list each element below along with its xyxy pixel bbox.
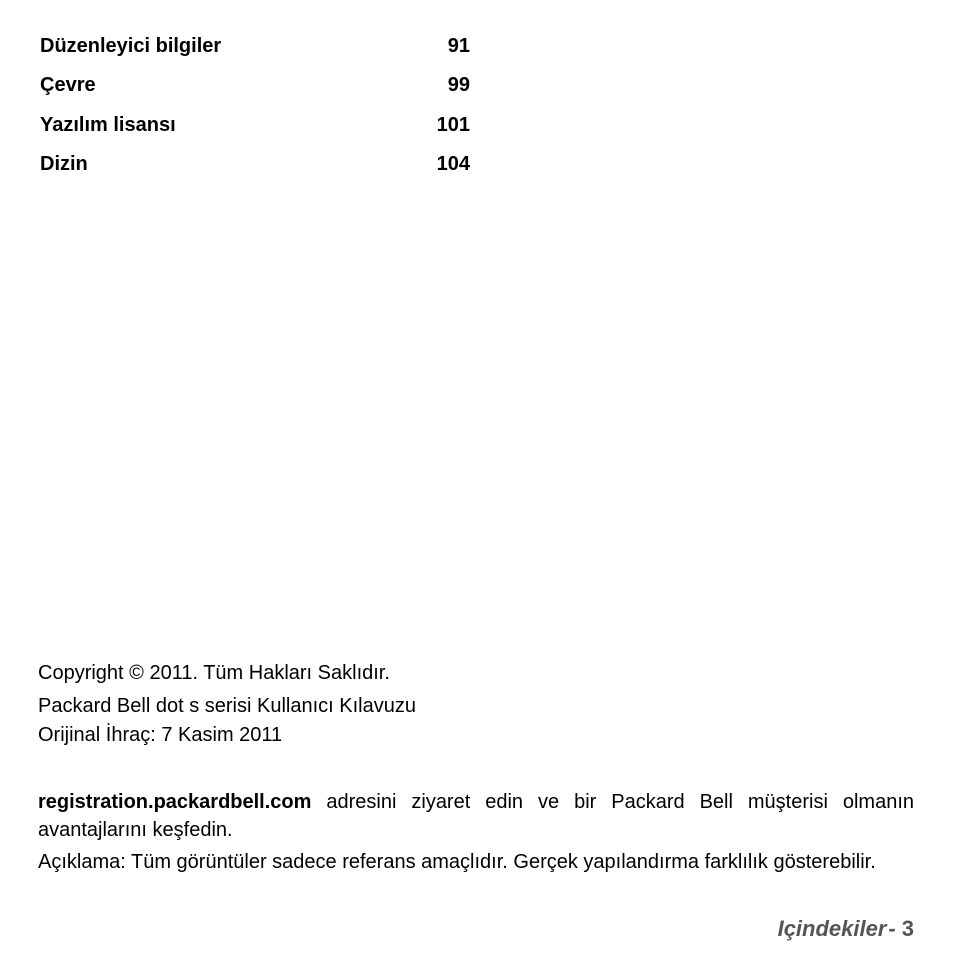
toc-entry-page: 104	[436, 152, 470, 175]
toc-entry-duzenleyici-bilgiler[interactable]	[40, 34, 470, 73]
footer-separator: -	[888, 916, 896, 941]
toc-entry-title: Düzenleyici bilgiler	[40, 35, 222, 57]
toc-entry-title: Dizin	[40, 152, 88, 175]
toc-entry-title: Çevre	[40, 74, 96, 97]
toc-entry-yazilim-lisansi[interactable]	[40, 113, 470, 152]
registration-text: adresini ziyaret edin ve bir Packard Bell müşterisi olmanın avantajlarını keşfedin.	[38, 791, 914, 841]
copyright-block	[38, 660, 914, 750]
table-of-contents	[40, 34, 470, 191]
registration-link[interactable]: registration.packardbell.com	[38, 791, 312, 813]
toc-entry-dizin[interactable]	[40, 152, 470, 191]
toc-entry-page: 91	[447, 35, 470, 57]
toc-entry-cevre[interactable]	[40, 73, 470, 112]
manual-title: Packard Bell dot s serisi Kullanıcı Kılavuzu	[38, 695, 416, 717]
footer-section-label: Içindekiler	[777, 916, 887, 941]
registration-block	[38, 788, 914, 876]
disclaimer-paragraph: Açıklama: Tüm görüntüler sadece referans amaçlıdır. Gerçek yapılandırma farklılık gösterebilir.	[38, 851, 876, 873]
toc-entry-page: 101	[436, 113, 470, 136]
page-footer	[778, 914, 914, 944]
toc-entry-page: 99	[447, 74, 470, 97]
toc-entry-title: Yazılım lisansı	[40, 113, 176, 136]
copyright-notice: Copyright © 2011. Tüm Hakları Saklıdır.	[38, 662, 390, 684]
footer-page-number: 3	[901, 916, 914, 941]
registration-paragraph	[38, 788, 914, 844]
original-issue-date: Orijinal İhraç: 7 Kasim 2011	[38, 724, 283, 746]
